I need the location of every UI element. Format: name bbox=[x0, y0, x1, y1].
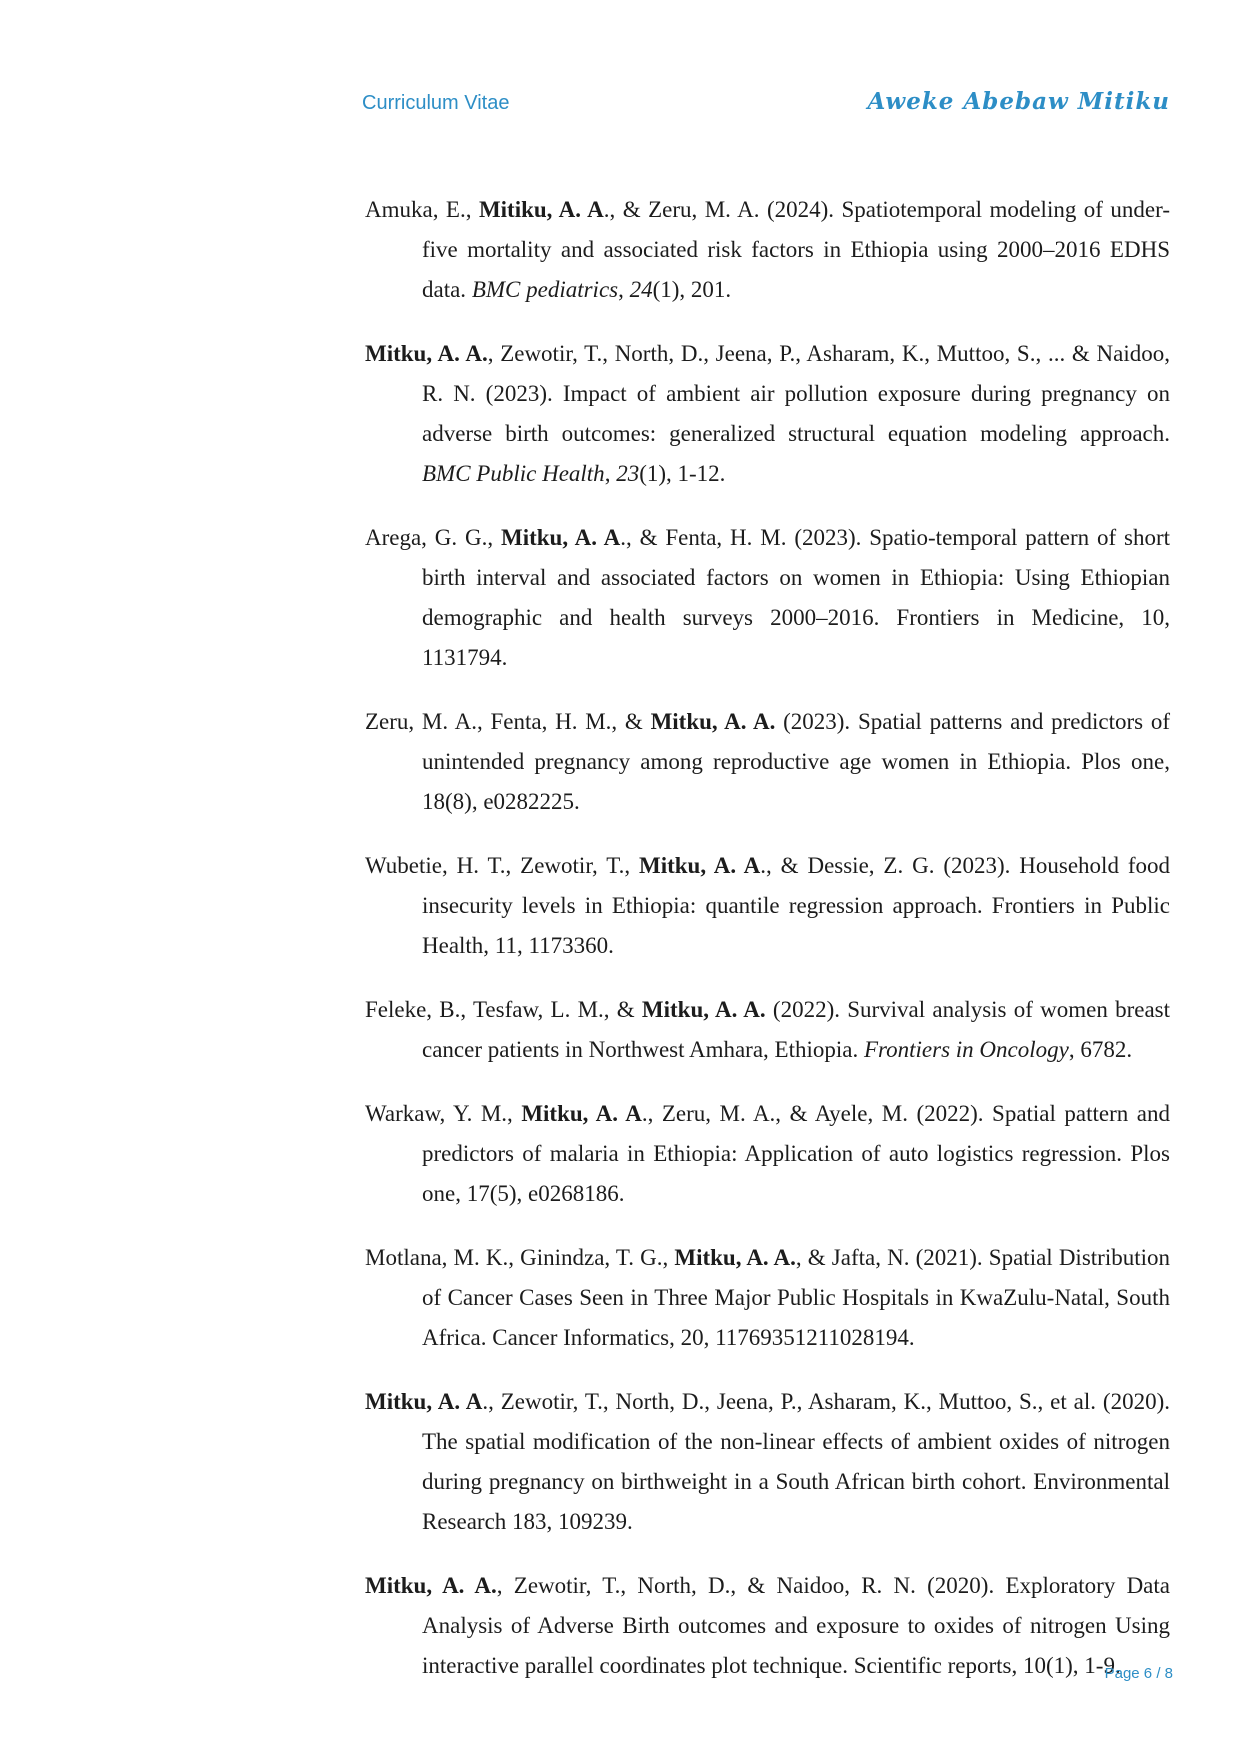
reference-text: ., & Zeru, M. A. (2024). Spatiotemporal modeling of under-five mortality and associated risk factors in Ethiopia using 2000–2016 EDHS data. bbox=[422, 197, 1170, 302]
author-highlight: Mitku, A. A. bbox=[641, 997, 766, 1022]
reference-text: ., & Fenta, H. M. (2023). Spatio-temporal pattern of short birth interval and associated factors on women in Ethiopia: Using Ethiopian demographic and health surveys 2000–2016. Frontiers in Medicine, 10, 1131794. bbox=[422, 525, 1171, 670]
reference-text: ., Zeru, M. A., & Ayele, M. (2022). Spatial pattern and predictors of malaria in Ethiopia: Application of auto logistics regression. Plos one, 17(5), e0268186. bbox=[422, 1101, 1170, 1206]
reference-entry bbox=[365, 1238, 1170, 1358]
reference-entry bbox=[365, 1094, 1170, 1214]
reference-entry bbox=[365, 334, 1170, 494]
reference-text: Zeru, M. A., Fenta, H. M., & bbox=[365, 709, 651, 734]
reference-text: , bbox=[604, 461, 617, 486]
reference-text: (1), 201. bbox=[652, 277, 732, 302]
author-highlight: Mitku, A. A bbox=[521, 1101, 642, 1126]
reference-text: , 6782. bbox=[1068, 1037, 1133, 1062]
document-header-title: Curriculum Vitae bbox=[362, 92, 510, 114]
author-highlight: Mitku, A. A bbox=[639, 853, 761, 878]
reference-text: Arega, G. G., bbox=[365, 525, 501, 550]
journal-name: BMC Public Health bbox=[422, 461, 605, 486]
reference-text: (2023). Spatial patterns and predictors of unintended pregnancy among reproductive age women in Ethiopia. Plos one, 18(8), e0282225. bbox=[422, 709, 1170, 814]
journal-name: 23 bbox=[616, 461, 640, 486]
reference-text: , Zewotir, T., North, D., & Naidoo, R. N. (2020). Exploratory Data Analysis of Adverse Birth outcomes and exposure to oxides of nitrogen Using interactive parallel coordinates plot technique. Scientific reports, 10(1), 1-9. bbox=[422, 1573, 1170, 1678]
reference-text: (1), 1-12. bbox=[639, 461, 726, 486]
author-signature: Aweke Abebaw Mitiku bbox=[867, 88, 1170, 115]
journal-name: Frontiers in Oncology bbox=[863, 1037, 1069, 1062]
reference-entry bbox=[365, 190, 1170, 310]
page-number-label: Page 6 / 8 bbox=[1104, 1665, 1173, 1682]
author-highlight: Mitku, A. A bbox=[365, 1389, 483, 1414]
reference-text: ., Zewotir, T., North, D., Jeena, P., Asharam, K., Muttoo, S., et al. (2020). The spatial modification of the non-linear effects of ambient oxides of nitrogen during pregnancy on birthweight in a South African birth cohort. Environmental Research 183, 109239. bbox=[422, 1389, 1170, 1534]
reference-entry bbox=[365, 1566, 1170, 1686]
author-highlight: Mitku, A. A bbox=[500, 525, 621, 550]
reference-text: Feleke, B., Tesfaw, L. M., & bbox=[365, 997, 642, 1022]
author-highlight: Mitiku, A. A bbox=[478, 197, 604, 222]
reference-text: Amuka, E., bbox=[365, 197, 479, 222]
reference-entry bbox=[365, 990, 1170, 1070]
author-highlight: Mitku, A. A. bbox=[674, 1245, 796, 1270]
reference-entry bbox=[365, 846, 1170, 966]
reference-entry bbox=[365, 702, 1170, 822]
author-highlight: Mitku, A. A. bbox=[650, 709, 776, 734]
reference-text: ., & Dessie, Z. G. (2023). Household food insecurity levels in Ethiopia: quantile regression approach. Frontiers in Public Health, 11, 1173360. bbox=[422, 853, 1170, 958]
reference-text: , Zewotir, T., North, D., Jeena, P., Asharam, K., Muttoo, S., ... & Naidoo, R. N. (2023). Impact of ambient air pollution exposure during pregnancy on adverse birth outcomes: generalized structural equation modeling approach. bbox=[422, 341, 1170, 446]
reference-text: (2022). Survival analysis of women breast cancer patients in Northwest Amhara, Ethiopia. bbox=[422, 997, 1170, 1062]
author-highlight: Mitku, A. A. bbox=[365, 1573, 497, 1598]
reference-text: , bbox=[618, 277, 630, 302]
reference-text: Warkaw, Y. M., bbox=[365, 1101, 522, 1126]
reference-text: , & Jafta, N. (2021). Spatial Distribution of Cancer Cases Seen in Three Major Public Hospitals in KwaZulu-Natal, South Africa. Cancer Informatics, 20, 11769351211028194. bbox=[422, 1245, 1170, 1350]
references-container bbox=[365, 190, 1170, 1710]
journal-name: 24 bbox=[629, 277, 653, 302]
reference-entry bbox=[365, 1382, 1170, 1542]
reference-text: Wubetie, H. T., Zewotir, T., bbox=[365, 853, 639, 878]
reference-text: Motlana, M. K., Ginindza, T. G., bbox=[365, 1245, 675, 1270]
reference-entry bbox=[365, 518, 1170, 678]
journal-name: BMC pediatrics bbox=[471, 277, 619, 302]
author-highlight: Mitku, A. A. bbox=[365, 341, 488, 366]
